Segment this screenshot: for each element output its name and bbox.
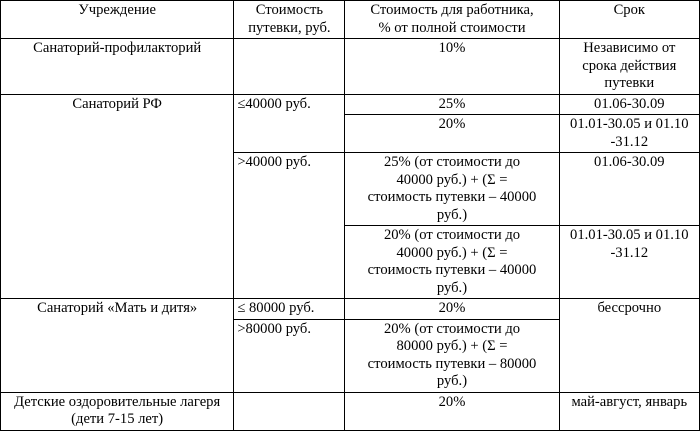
institution-cell: Детские оздоровительные лагеря (дети 7-15 лет) [1,392,234,430]
period-cell: 01.06-30.09 [559,153,699,226]
institution-cell: Санаторий РФ [1,94,234,299]
table-row [1,39,700,95]
period-cell: 01.06-30.09 [559,94,699,115]
voucher-cost-cell: ≤40000 руб. [234,94,345,153]
table-row [1,299,700,320]
table-row [1,94,700,115]
voucher-cost-cell: >40000 руб. [234,153,345,299]
period-cell: бессрочно [559,299,699,393]
period-cell: 01.01-30.05 и 01.10 -31.12 [559,115,699,153]
table-header-row [1,1,700,39]
header-voucher-cost: Стоимость путевки, руб. [234,1,345,39]
voucher-cost-cell [234,392,345,430]
institution-cell: Санаторий-профилакторий [1,39,234,95]
period-cell: Независимо от срока действия путевки [559,39,699,95]
header-institution: Учреждение [1,1,234,39]
voucher-cost-cell: ≤ 80000 руб. [234,299,345,320]
cost-share-cell: 20% [345,299,559,320]
period-cell: май-август, январь [559,392,699,430]
institution-cell: Санаторий «Мать и дитя» [1,299,234,393]
cost-share-cell: 25% (от стоимости до 40000 руб.) + (Σ = стоимость путевки – 40000 руб.) [345,153,559,226]
cost-share-cell: 25% [345,94,559,115]
cost-share-cell: 20% [345,392,559,430]
header-employee-cost: Стоимость для работника, % от полной стоимости [345,1,559,39]
header-period: Срок [559,1,699,39]
period-cell: 01.01-30.05 и 01.10 -31.12 [559,226,699,299]
voucher-cost-cell: >80000 руб. [234,319,345,392]
cost-share-cell: 20% [345,115,559,153]
cost-share-cell: 20% (от стоимости до 80000 руб.) + (Σ = стоимость путевки – 80000 руб.) [345,319,559,392]
table-row [1,392,700,430]
cost-share-cell: 20% (от стоимости до 40000 руб.) + (Σ = стоимость путевки – 40000 руб.) [345,226,559,299]
voucher-cost-cell [234,39,345,95]
cost-share-cell: 10% [345,39,559,95]
